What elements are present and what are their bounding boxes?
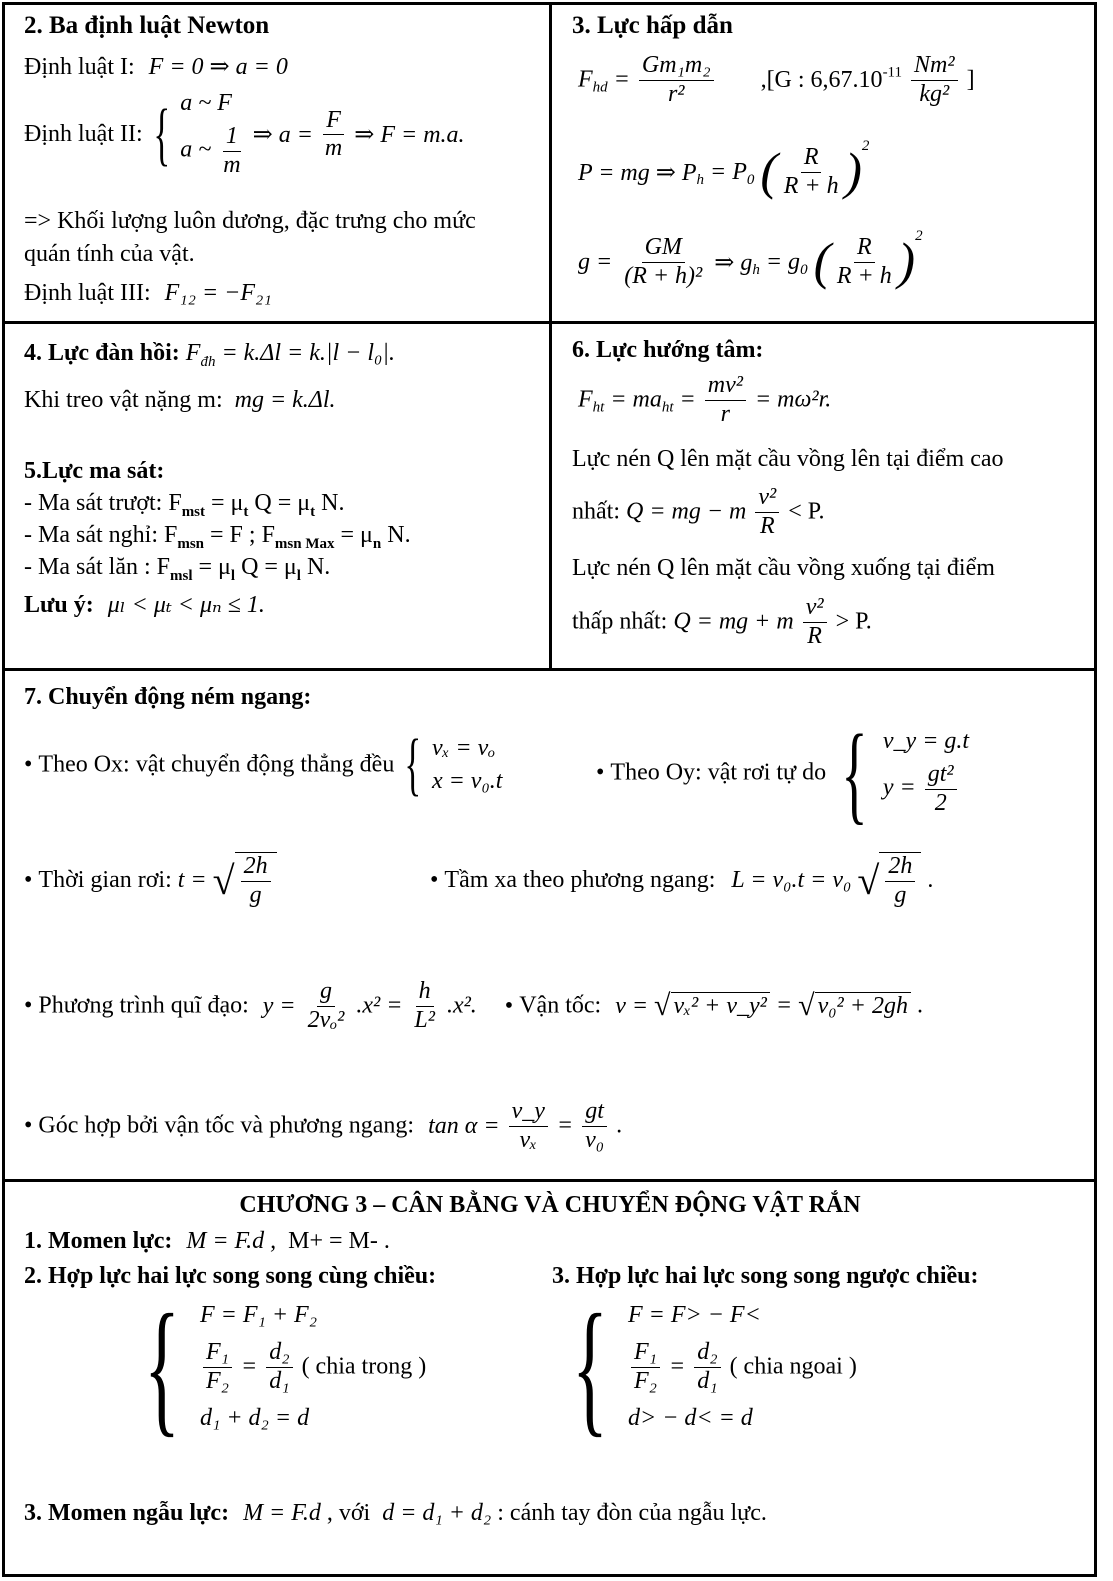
- s2-law1: [24, 52, 288, 81]
- s6-q1-num: v²: [755, 484, 779, 513]
- s7-oy-sys2-left: y =: [882, 775, 916, 802]
- ch3-p3-frac1: [631, 1339, 660, 1395]
- s6-eq-sub2: ht: [661, 399, 674, 416]
- s7-oy-bullet: •: [596, 759, 605, 786]
- ch3-p3-den2: d₁: [697, 1367, 718, 1394]
- s7-traj: [24, 978, 923, 1034]
- ch3-couple-label: 3. Momen ngẫu lực:: [24, 1500, 230, 1526]
- s5-line3-b: = μ: [192, 554, 231, 580]
- s7-range-den: g: [894, 881, 907, 908]
- s5-line2-sub2: msn Max: [274, 535, 335, 552]
- s7-traj-bullet: •: [24, 992, 33, 1019]
- s7-vel-mid: =: [775, 992, 793, 1019]
- ch3-p3-l3: d> − d< = d: [628, 1405, 753, 1432]
- ch3-p2-eq: =: [241, 1353, 258, 1380]
- ch3-p2-l1: F = F₁ + F₂: [200, 1301, 318, 1328]
- ch3-p2-den1: F₂: [206, 1367, 230, 1394]
- s7-traj-num2: h: [416, 978, 434, 1007]
- s6-eq: [578, 372, 831, 428]
- s7-angle-frac1: [509, 1098, 548, 1154]
- s2-law2-result-end: ⇒ F = m.a.: [354, 122, 465, 149]
- s6-q2-label: thấp nhất:: [572, 608, 668, 635]
- s6-q2-eq: Q = mg + m: [673, 608, 794, 635]
- s7-angle: [24, 1098, 622, 1154]
- s7-oy-sys2: [883, 761, 969, 817]
- ch3-p2-l2: [200, 1339, 426, 1395]
- s3-g-exp: -11: [882, 64, 903, 81]
- s6-frac-den: r: [720, 400, 731, 427]
- s2-law1-eq: F = 0 ⇒ a = 0: [148, 54, 288, 80]
- ch3-p2-l3: d₁ + d₂ = d: [200, 1405, 310, 1432]
- s4-line: [24, 340, 395, 371]
- s7-ox-brace: {: [404, 726, 422, 803]
- s7-range-bullet: •: [430, 867, 439, 894]
- s3-fhd-eq: =: [613, 66, 630, 93]
- s5-line1-c: Q = μ: [248, 490, 311, 516]
- s5-line2-b: = F ; F: [204, 522, 275, 548]
- s7-oy-text: Theo Oy: vật rơi tự do: [610, 759, 827, 786]
- s2-law2-result-a: ⇒ a =: [252, 122, 313, 149]
- s7-angle-text: Góc hợp bởi vận tốc và phương ngang:: [38, 1112, 415, 1139]
- s7-time-bullet: •: [24, 867, 33, 894]
- s3-fhd-num: Gm₁m₂: [639, 52, 714, 81]
- s5-line3-d: N.: [300, 554, 331, 580]
- s2-law2-result-num: F: [323, 107, 344, 136]
- s6-eq-sub: ht: [592, 399, 605, 416]
- s3-g-unit: [911, 52, 958, 108]
- s7-time-frac: [241, 853, 271, 909]
- s3-g-sq: 2: [915, 228, 923, 244]
- s5-line2: [24, 522, 411, 553]
- s7-oy-sys1: v_y = g.t: [882, 728, 970, 755]
- s3-g-frac2: [834, 234, 895, 290]
- s7-vel-text: Vận tốc:: [519, 992, 602, 1019]
- s4-title: 4. Lực đàn hồi:: [24, 340, 180, 366]
- s7-vel-rad2: v₀² + 2gh: [815, 992, 911, 1020]
- s7-range-num: 2h: [885, 853, 915, 882]
- sqrt-icon: √: [212, 857, 235, 903]
- s3-g-frac2-den: R + h: [836, 262, 892, 289]
- s6-q1-label: nhất:: [572, 498, 620, 525]
- s5-line3-c: Q = μ: [235, 554, 297, 580]
- s5-line1: [24, 490, 345, 521]
- s7-vel-bullet: •: [504, 992, 514, 1019]
- s7-time-text: Thời gian rơi:: [38, 867, 172, 894]
- ch3-p2-frac1: [203, 1339, 232, 1395]
- s3-g-unit-den: kg²: [919, 80, 950, 107]
- s3-p-sub-h: h: [696, 171, 705, 188]
- ch3-p3-note: ( chia ngoai ): [729, 1353, 857, 1380]
- s4-eq-sub: đh: [200, 353, 216, 370]
- s7-oy-brace: {: [841, 712, 868, 834]
- s7-time: [24, 852, 277, 909]
- ch3-p2-num2: d₂: [266, 1339, 292, 1368]
- s7-range-eq: L = v₀.t = v₀: [731, 867, 852, 894]
- s7-vel-eq: v =: [615, 992, 649, 1019]
- s5-line1-d: N.: [315, 490, 345, 516]
- s7-ox: [24, 726, 503, 803]
- ch3-p3-den1: F₂: [634, 1367, 658, 1394]
- ch3-p3-l2: [628, 1339, 857, 1395]
- s6-title: 6. Lực hướng tâm:: [572, 337, 764, 363]
- s7-traj-frac1: [305, 978, 348, 1034]
- s3-p-num: R: [801, 144, 822, 173]
- s2-law2-result-frac: [322, 107, 345, 163]
- s7-traj-eq: y =: [262, 992, 296, 1019]
- s5-note-eq: μₗ < μₜ < μₙ ≤ 1.: [107, 592, 265, 618]
- s2-law3-label: Định luật III:: [24, 280, 151, 306]
- s7-range-end: .: [927, 867, 934, 894]
- s3-p-paren-close: ): [844, 143, 862, 201]
- ch3-p2-den2: d₁: [269, 1367, 290, 1394]
- s3-g-left: g =: [578, 248, 613, 275]
- s5-line2-sub3: n: [372, 535, 382, 552]
- ch3-p3-num2: d₂: [694, 1339, 720, 1368]
- s2-title: 2. Ba định luật Newton: [24, 12, 270, 39]
- s7-traj-num1: g: [317, 978, 335, 1007]
- ch3-p2-brace: {: [144, 1284, 180, 1450]
- ch3-couple-eq2: d = d₁ + d₂: [382, 1500, 492, 1526]
- s5-note-label: Lưu ý:: [24, 592, 94, 618]
- s7-oy-system: [883, 728, 969, 817]
- sqrt-icon: √: [654, 989, 671, 1023]
- s6-q2-text: Lực nén Q lên mặt cầu vồng xuống tại điểm: [572, 555, 995, 581]
- s5-line2-d: N.: [381, 522, 411, 548]
- s6-frac: [705, 372, 746, 428]
- s7-traj-frac2: [411, 978, 438, 1034]
- s7-time-num: 2h: [241, 853, 271, 882]
- ch3-moment-eq: M = F.d ,: [186, 1228, 277, 1254]
- s5-line3-sub3: l: [296, 567, 301, 584]
- s6-q1: [572, 484, 824, 540]
- s3-g-frac2-num: R: [854, 234, 875, 263]
- s7-angle-end: .: [616, 1112, 623, 1139]
- s3-g-close: ]: [966, 66, 975, 93]
- s3-g-mid2: = g: [765, 248, 801, 275]
- s7-traj-end: .x².: [446, 992, 477, 1019]
- s3-fhd-left: F: [578, 66, 593, 93]
- s3-p-sq: 2: [861, 138, 870, 154]
- s3-g-paren-open: (: [813, 233, 831, 291]
- s7-vel-end: .: [916, 992, 923, 1019]
- s2-law1-label: Định luật I:: [24, 54, 135, 80]
- s3-p-mid: = P: [710, 158, 747, 185]
- s3-fhd-sub: hd: [592, 79, 608, 96]
- s7-angle-eq: tan α =: [428, 1112, 500, 1139]
- ch3-p2-num1: F₁: [203, 1339, 232, 1368]
- s2-law2: [24, 90, 465, 179]
- sqrt-icon: √: [798, 989, 815, 1023]
- s7-traj-mid: .x² =: [356, 992, 403, 1019]
- s6-q1-den: R: [759, 512, 775, 539]
- s7-oy-frac-den: 2: [934, 790, 947, 816]
- ch3-p2-lines: [200, 1302, 426, 1432]
- s7-vel-sqrt1: [654, 991, 770, 1021]
- s2-law2-label: Định luật II:: [24, 121, 143, 148]
- s7-angle-den1: vₓ: [519, 1126, 537, 1153]
- s3-p-den: R + h: [783, 172, 839, 199]
- s7-range-sqrt: [857, 852, 921, 909]
- s7-time-den: g: [249, 881, 262, 908]
- ch3-moment-rest: M+ = M- .: [288, 1228, 390, 1254]
- ch3-p3-num1: F₁: [631, 1339, 660, 1368]
- s3-weight: [578, 138, 869, 201]
- s7-oy: [596, 712, 970, 834]
- s7-angle-num1: v_y: [509, 1098, 548, 1127]
- s6-q2-num: v²: [803, 594, 827, 623]
- s4-hang-eq: mg = k.Δl.: [234, 387, 336, 413]
- ch3-couple-end: : cánh tay đòn của ngẫu lực.: [497, 1500, 767, 1526]
- s4-eq: F: [185, 340, 201, 366]
- s2-law2-sys2: [180, 123, 246, 179]
- s2-law2-result-den: m: [324, 135, 343, 162]
- s7-time-sqrt: [213, 852, 277, 909]
- s2-law2-system: [180, 90, 246, 179]
- s6-frac-num: mv²: [705, 372, 746, 401]
- s3-g-frac: [621, 234, 705, 290]
- s7-angle-bullet: •: [24, 1112, 33, 1139]
- s6-q2-end: > P.: [835, 608, 872, 635]
- s4-hang: [24, 387, 336, 414]
- s3-p-sub-0: 0: [746, 171, 755, 188]
- s6-eq-eq: =: [679, 386, 696, 413]
- s6-q1-frac: [755, 484, 779, 540]
- s7-ox-sys2: x = v₀.t: [431, 768, 503, 794]
- s7-range: [430, 852, 933, 909]
- s7-range-text: Tầm xa theo phương ngang:: [444, 867, 716, 894]
- s5-line3-a: - Ma sát lăn : F: [24, 554, 170, 580]
- s7-time-eq: t =: [177, 867, 207, 894]
- s3-g: [578, 228, 923, 291]
- s7-traj-den2: L²: [414, 1006, 435, 1033]
- s3-p-paren-open: (: [760, 143, 778, 201]
- s3-g-num: GM: [642, 234, 685, 263]
- s7-vel-sqrt2: [798, 991, 911, 1021]
- ch3-p2-frac2: [266, 1339, 292, 1395]
- s5-line3: [24, 554, 330, 585]
- s7-ox-bullet: •: [24, 751, 33, 778]
- ch3-title: CHƯƠNG 3 – CÂN BẰNG VÀ CHUYỂN ĐỘNG VẬT RẮN: [239, 1192, 861, 1218]
- s3-p-frac: [781, 144, 842, 200]
- ch3-p2-system: [130, 1284, 427, 1450]
- ch3-p3-eq: =: [669, 1353, 686, 1380]
- s5-line1-sub2: t: [243, 503, 249, 520]
- ch3-p3-system: [558, 1284, 857, 1450]
- s6-q2: [572, 594, 872, 650]
- s2-law3-eq: F₁₂ = −F₂₁: [164, 280, 272, 306]
- ch3-p2-title: 2. Hợp lực hai lực song song cùng chiều:: [24, 1263, 437, 1289]
- s7-traj-text: Phương trình quĩ đạo:: [38, 992, 249, 1019]
- ch3-p2-note: ( chia trong ): [301, 1353, 427, 1380]
- s7-oy-frac-num: gt²: [925, 761, 957, 790]
- s6-q1-end: < P.: [788, 498, 825, 525]
- s3-g-sub-0: 0: [800, 261, 808, 278]
- s2-law2-brace: {: [153, 95, 170, 173]
- ch3-p3-brace: {: [572, 1284, 608, 1450]
- s5-line1-a: - Ma sát trượt: F: [24, 490, 182, 516]
- s6-q1-text: Lực nén Q lên mặt cầu vồng lên tại điểm cao: [572, 446, 1004, 472]
- ch3-p3-title: 3. Hợp lực hai lực song song ngược chiều:: [552, 1263, 979, 1289]
- s2-note1: => Khối lượng luôn dương, đặc trưng cho mức: [24, 208, 476, 234]
- s3-fhd: [578, 52, 975, 108]
- s2-law2-sys1: a ~ F: [180, 90, 232, 116]
- s4-eq-rest: = k.Δl = k.|l − l₀|.: [221, 340, 395, 366]
- ch3-couple: [24, 1500, 767, 1527]
- sqrt-icon: √: [857, 857, 880, 903]
- s6-eq-end: = mω²r.: [754, 386, 832, 413]
- ch3-p3-frac2: [694, 1339, 720, 1395]
- s5-line2-sub: msn: [177, 535, 205, 552]
- s5-line2-a: - Ma sát nghỉ: F: [24, 522, 178, 548]
- s3-p-left: P = mg ⇒ P: [578, 159, 697, 186]
- ch3-p3-l1: F = F> − F<: [628, 1301, 761, 1328]
- s7-ox-sys1: vₓ = vₒ: [431, 735, 496, 761]
- s7-angle-num2: gt: [582, 1098, 607, 1127]
- s5-title: 5.Lực ma sát:: [24, 458, 165, 484]
- ch3-moment-label: 1. Momen lực:: [24, 1228, 173, 1254]
- s2-law2-frac: [220, 123, 243, 179]
- s2-law2-sys2-left: a ~: [180, 136, 212, 163]
- s3-g-paren-close: ): [897, 233, 916, 291]
- s7-oy-frac: [925, 761, 957, 817]
- ch3-couple-rest: , với: [326, 1500, 371, 1526]
- s3-g-sub-h: h: [752, 261, 760, 278]
- s6-eq-left: F: [578, 386, 593, 413]
- s7-ox-system: [432, 735, 503, 795]
- s3-fhd-frac: [639, 52, 714, 108]
- s7-angle-den2: v₀: [585, 1126, 605, 1153]
- s6-q1-eq: Q = mg − m: [626, 498, 747, 525]
- s5-line1-sub3: t: [310, 503, 316, 520]
- s5-note: [24, 590, 265, 619]
- ch3-moment: [24, 1228, 390, 1255]
- s2-note2: quán tính của vật.: [24, 241, 195, 267]
- s5-line1-b: = μ: [205, 490, 244, 516]
- s7-traj-den1: 2vₒ²: [307, 1006, 345, 1033]
- s5-line1-sub: mst: [181, 503, 206, 520]
- s7-angle-frac2: [582, 1098, 607, 1154]
- ch3-couple-eq: M = F.d: [243, 1500, 321, 1526]
- s3-g-unit-num: Nm²: [911, 52, 958, 81]
- s5-line2-c: = μ: [334, 522, 373, 548]
- s7-vel-rad1: vₓ² + v_y²: [671, 992, 770, 1020]
- s3-g-const: ,[G : 6,67.10: [760, 66, 883, 93]
- s7-title: 7. Chuyển động ném ngang:: [24, 684, 312, 710]
- s5-line3-sub: msl: [169, 567, 193, 584]
- s7-ox-text: Theo Ox: vật chuyển động thẳng đều: [38, 751, 395, 778]
- s5-line3-sub2: l: [230, 567, 236, 584]
- s3-title: 3. Lực hấp dẫn: [572, 12, 733, 39]
- s3-g-den: (R + h)²: [624, 262, 703, 289]
- s7-range-frac: [885, 853, 915, 909]
- s6-q2-den: R: [807, 622, 822, 649]
- s2-law3: [24, 280, 272, 307]
- s4-hang-text: Khi treo vật nặng m:: [24, 387, 223, 413]
- s3-g-mid: ⇒ g: [714, 249, 753, 276]
- s2-law2-frac-den: m: [223, 151, 241, 178]
- s2-law2-frac-num: 1: [223, 123, 241, 152]
- s3-fhd-den: r²: [667, 80, 685, 107]
- s7-angle-mid: =: [556, 1112, 574, 1139]
- s6-q2-frac: [803, 594, 827, 650]
- s6-eq-mid: = ma: [610, 386, 662, 413]
- ch3-p3-lines: [628, 1302, 857, 1432]
